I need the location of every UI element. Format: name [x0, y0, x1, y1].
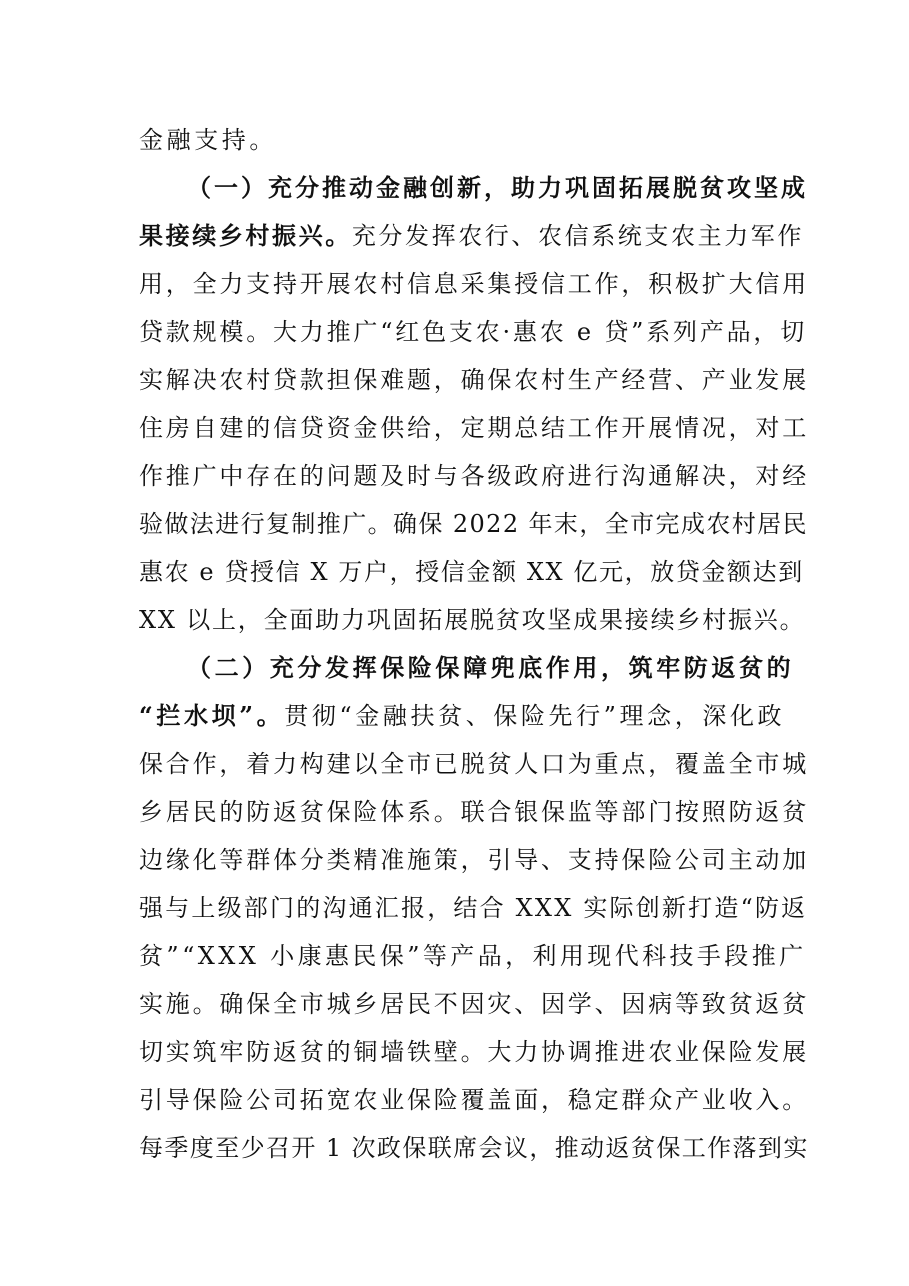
text-line — [139, 936, 807, 976]
text-line — [139, 216, 804, 256]
text-run: 贫”“XXX 小康惠民保”等产品，利用现代科技手段推广 — [139, 942, 807, 970]
section-heading-line — [187, 168, 808, 208]
text-line — [139, 360, 809, 400]
text-run: 保合作，着力构建以全市已脱贫人口为重点，覆盖全市城 — [139, 750, 809, 778]
text-run: 用，全力支持开展农村信息采集授信工作，积极扩大信用 — [139, 270, 809, 298]
text-run: 引导保险公司拓宽农业保险覆盖面，稳定群众产业收入。 — [139, 1086, 809, 1114]
text-line — [139, 792, 809, 832]
text-line — [139, 552, 804, 592]
text-line — [139, 744, 809, 784]
section-heading-2: （二）充分发挥保险保障兜底作用，筑牢防返贫的 — [187, 653, 795, 682]
text-run: 乡居民的防返贫保险体系。联合银保监等部门按照防返贫 — [139, 798, 809, 826]
text-run: 实解决农村贷款担保难题，确保农村生产经营、产业发展 — [139, 366, 809, 394]
text-line — [139, 1032, 809, 1072]
text-run: 切实筑牢防返贫的铜墙铁壁。大力协调推进农业保险发展 — [139, 1038, 809, 1066]
section-heading-1: （一）充分推动金融创新，助力巩固拓展脱贫攻坚成 — [187, 173, 808, 202]
text-line — [139, 264, 809, 304]
text-run: 金融支持。 — [139, 126, 277, 154]
text-line — [139, 888, 807, 928]
text-line — [139, 1080, 809, 1120]
text-run: 贷款规模。大力推广“红色支农·惠农 e 贷”系列产品，切 — [139, 318, 808, 346]
text-run: 实施。确保全市城乡居民不因灾、因学、因病等致贫返贫 — [139, 990, 809, 1018]
text-run: 验做法进行复制推广。确保 2022 年末，全市完成农村居民 — [139, 510, 808, 538]
text-line — [139, 504, 808, 544]
text-run: XX 以上，全面助力巩固拓展脱贫攻坚成果接续乡村振兴。 — [139, 606, 806, 634]
text-line — [139, 456, 809, 496]
text-line — [139, 312, 807, 352]
section-heading-2-cont: “拦水坝”。 — [139, 701, 285, 730]
text-run: 边缘化等群体分类精准施策，引导、支持保险公司主动加 — [139, 846, 809, 874]
text-line — [139, 600, 805, 640]
text-line — [139, 408, 809, 448]
text-run: 充分发挥农行、农信系统支农主力军作 — [351, 222, 805, 250]
text-run: 强与上级部门的沟通汇报，结合 XXX 实际创新打造“防返 — [139, 894, 808, 922]
text-run: 作推广中存在的问题及时与各级政府进行沟通解决，对经 — [139, 462, 809, 490]
section-heading-line — [187, 648, 794, 688]
text-run: 每季度至少召开 1 次政保联席会议，推动返贫保工作落到实 — [139, 1134, 809, 1162]
text-line — [139, 984, 809, 1024]
text-line — [139, 840, 809, 880]
section-heading-1-cont: 果接续乡村振兴。 — [139, 221, 352, 250]
text-line — [139, 120, 277, 160]
text-run: 惠农 e 贷授信 X 万户，授信金额 XX 亿元，放贷金额达到 — [139, 558, 804, 586]
text-run: 贯彻“金融扶贫、保险先行”理念，深化政 — [284, 702, 786, 730]
text-line — [139, 696, 785, 736]
text-run: 住房自建的信贷资金供给，定期总结工作开展情况，对工 — [139, 414, 809, 442]
text-line — [139, 1128, 809, 1168]
